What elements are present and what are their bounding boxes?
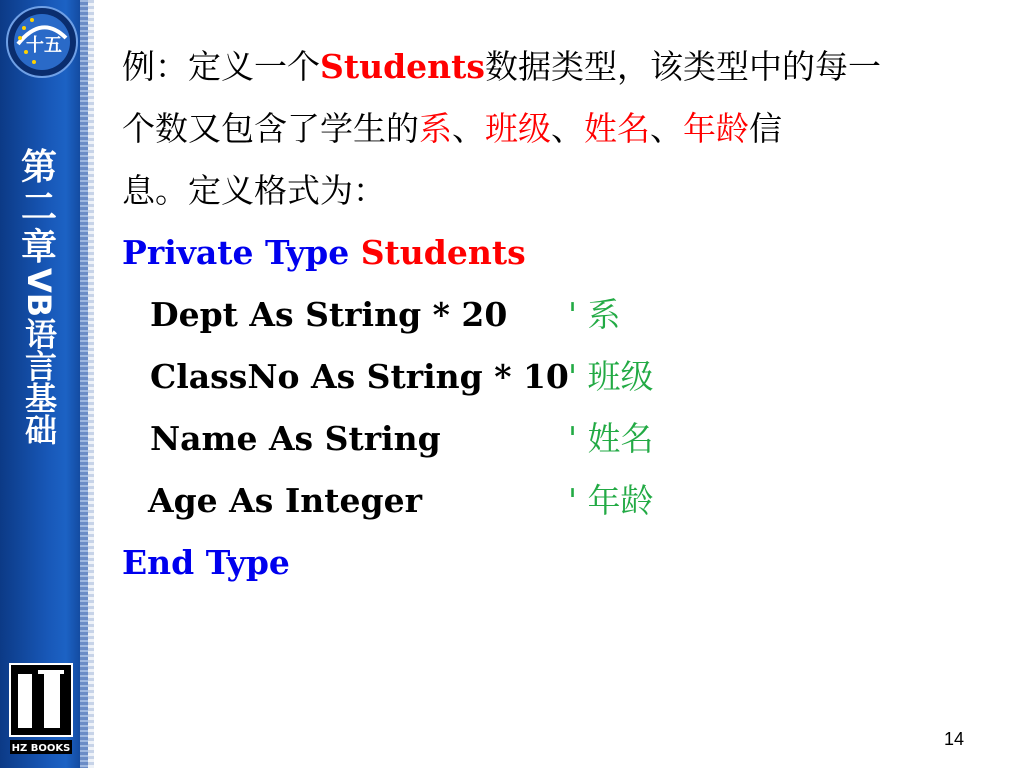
intro-line-1 (122, 36, 1002, 98)
chapter-subtitle: VB语言基础 (20, 268, 58, 446)
intro-text: 信 (749, 109, 782, 148)
intro-line-2 (122, 98, 1002, 160)
code-statement: Dept As String * 20 (150, 295, 508, 334)
intro-text: 例：定义一个 (122, 47, 320, 86)
code-line (122, 408, 1002, 470)
slide-content (122, 36, 1002, 594)
code-line (122, 346, 1002, 408)
code-comment: ' 年龄 (568, 481, 654, 520)
code-header (122, 222, 1002, 284)
chapter-number: 第二章 (20, 147, 57, 268)
intro-text: 数据类型，该类型中的每一 (484, 47, 881, 86)
code-statement: Name As String (150, 419, 441, 458)
field-dept: 系 (419, 109, 452, 148)
code-keyword: Private Type (122, 233, 350, 272)
code-comment: ' 姓名 (568, 419, 654, 458)
field-age: 年龄 (683, 109, 749, 148)
intro-line-3: 息。定义格式为： (122, 171, 386, 210)
divider-stripe (88, 0, 94, 768)
field-name: 姓名 (584, 109, 650, 148)
code-type-name: Students (360, 233, 526, 272)
separator: 、 (452, 109, 485, 148)
logo-text: 十五 (26, 35, 62, 56)
code-line (122, 284, 1002, 346)
field-class: 班级 (485, 109, 551, 148)
sidebar-edge-pattern (80, 0, 88, 768)
chapter-title (14, 148, 64, 445)
publisher-logo-icon (8, 662, 74, 756)
code-line (122, 470, 1002, 532)
code-statement: ClassNo As String * 10 (150, 357, 569, 396)
code-comment: ' 班级 (568, 357, 654, 396)
type-name-highlight: Students (320, 47, 485, 86)
intro-text: 个数又包含了学生的 (122, 109, 419, 148)
code-comment: ' 系 (568, 295, 621, 334)
separator: 、 (551, 109, 584, 148)
separator: 、 (650, 109, 683, 148)
code-footer: End Type (122, 543, 290, 582)
code-statement: Age As Integer (148, 481, 422, 520)
page-number: 14 (944, 729, 965, 749)
sidebar (0, 0, 88, 768)
course-logo-icon (4, 4, 80, 80)
publisher-logo-text: HZ BOOKS (11, 743, 71, 754)
